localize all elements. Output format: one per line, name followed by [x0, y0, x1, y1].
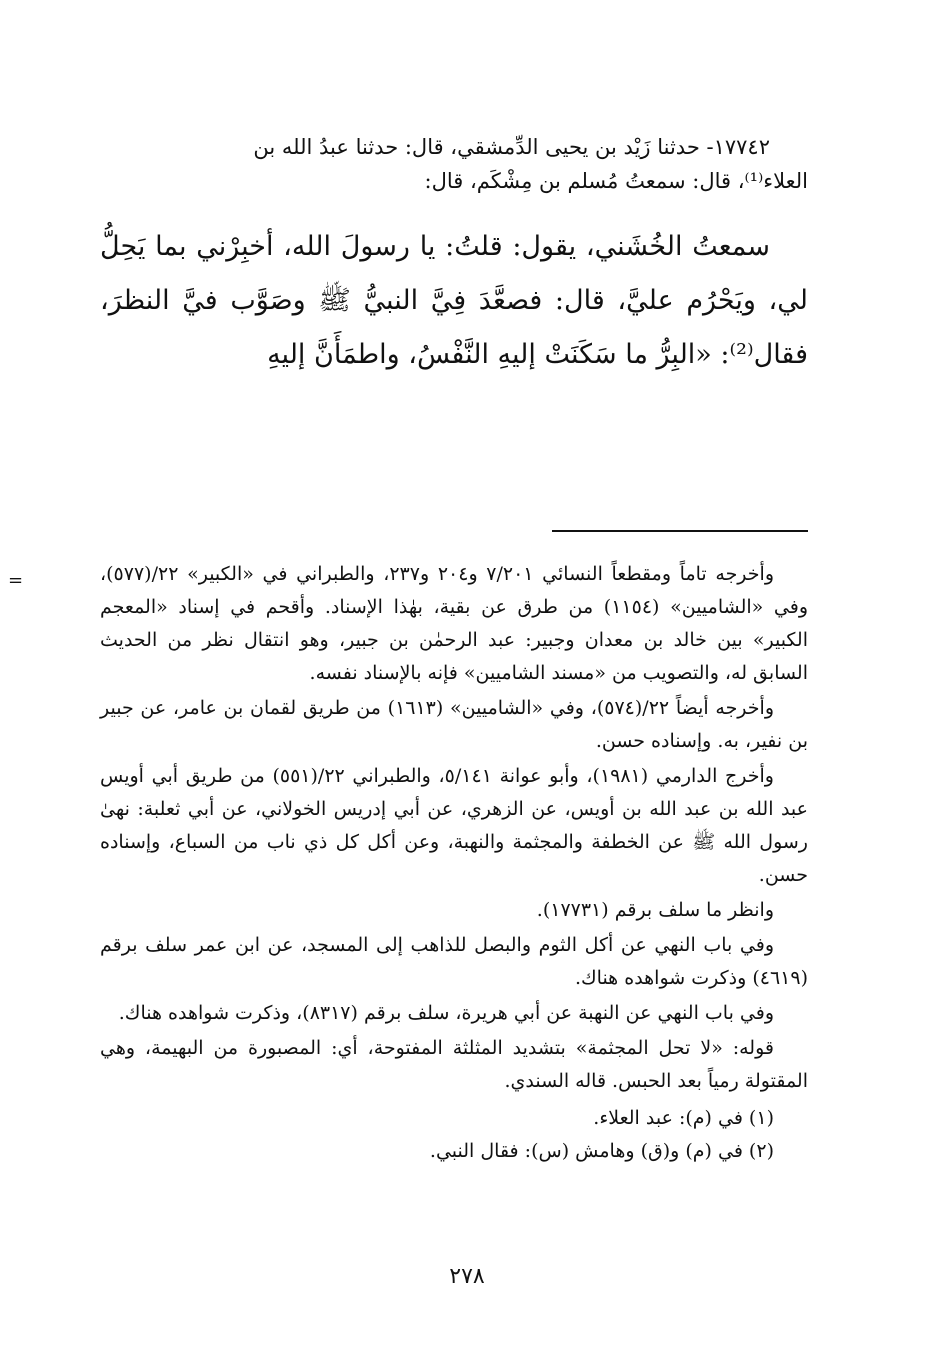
page-number: ٢٧٨ [449, 1264, 485, 1289]
commentary-notes [8, 558, 808, 1168]
note-paragraph: وأخرجه أيضاً ٢٢/(٥٧٤)، وفي «الشاميين» (١٦١٣) من طريق لقمان بن عامر، عن جبير بن نفير، به. وإسناده حسن. [100, 697, 808, 752]
note-paragraph: وانظر ما سلف برقم (١٧٧٣١). [536, 899, 774, 921]
hadith-intro-line-1: ١٧٧٤٢- حدثنا زَيْد بن يحيى الدِّمشقي، قال: حدثنا عبدُ الله بن [253, 135, 770, 159]
hadith-isnad [100, 130, 808, 198]
hadith-matn: سمعتُ الخُشَني، يقول: قلتُ: يا رسولَ الله، أخبِرْني بما يَحِلُّ لي، ويَحْرُم عليَّ، قال: فصعَّدَ فِيَّ النبيُّ ﷺ وصَوَّب فيَّ النظرَ، فقال⁽²⁾: «البِرُّ ما سَكَنَتْ إليهِ النَّفْسُ، واطمَأَنَّ إليهِ [100, 231, 808, 370]
page-body [8, 130, 808, 1162]
footnotes [100, 1102, 808, 1168]
note-paragraph: وأخرجه تاماً ومقطعاً النسائي ٧/٢٠١ و٢٠٤ و٢٣٧، والطبراني في «الكبير» ٢٢/(٥٧٧)، وفي «الشاميين» (١١٥٤) من طرق عن بقية، بهٰذا الإسناد. وأقحم في إسناد «المعجم الكبير» بين خالد بن معدان وجبير: عبد الرحمٰن بن جبير، وهو انتقال نظر من الحديث السابق له، والتصويب من «مسند الشاميين» فإنه بالإسناد نفسه. [100, 563, 808, 684]
footnote-2: (٢) في (م) و(ق) وهامش (س): فقال النبي. [429, 1140, 774, 1162]
footnote-separator-rule [552, 530, 808, 532]
footnote-1: (١) في (م): عبد العلاء. [593, 1107, 774, 1129]
note-paragraph: وأخرج الدارمي (١٩٨١)، وأبو عوانة ٥/١٤١، والطبراني ٢٢/(٥٥١) من طريق أبي أويس عبد الله بن عبد الله بن أويس، عن الزهري، عن أبي إدريس الخولاني، عن أبي ثعلبة: نهىٰ رسول الله ﷺ عن الخطفة والمجثمة والنهبة، وعن أكل كل ذي ناب من السباع، وإسناده حسن. [100, 765, 808, 886]
hadith-intro-line-2: العلاء⁽¹⁾، قال: سمعتُ مُسلم بن مِشْكَم، قال: [424, 169, 808, 193]
continuation-marker: = [8, 570, 24, 591]
note-paragraph: وفي باب النهي عن أكل الثوم والبصل للذاهب إلى المسجد، عن ابن عمر سلف برقم (٤٦١٩) وذكرت شواهده هناك. [100, 934, 808, 989]
note-paragraph: وفي باب النهي عن النهبة عن أبي هريرة، سلف برقم (٨٣١٧)، وذكرت شواهده هناك. [118, 1002, 774, 1024]
note-paragraph: قوله: «لا تحل المجثمة» بتشديد المثلثة المفتوحة، أي: المصبورة من البهيمة، وهي المقتولة رمياً بعد الحبس. قاله السندي. [100, 1037, 808, 1092]
